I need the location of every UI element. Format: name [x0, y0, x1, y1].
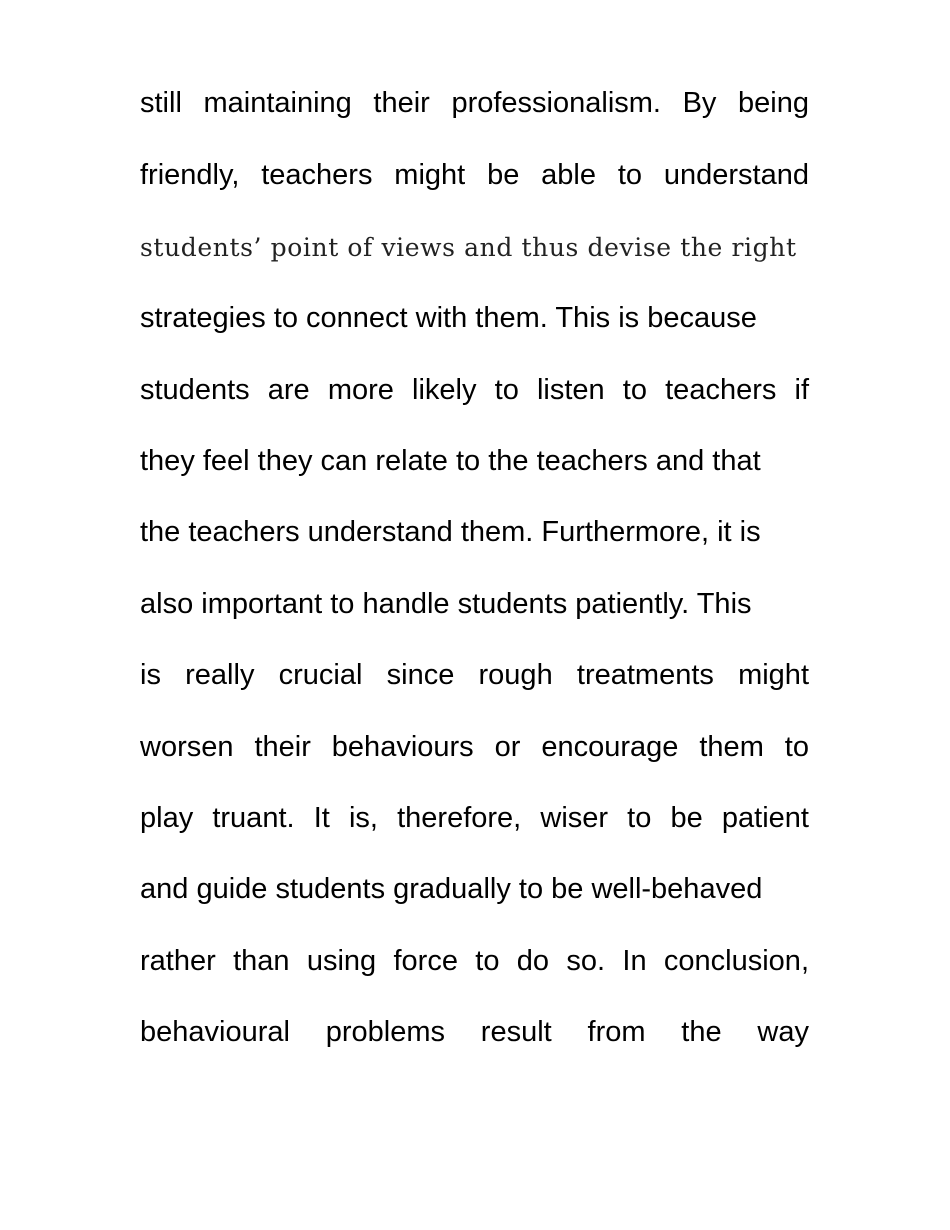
text-line: students’ point of views and thus devise the right — [140, 233, 797, 262]
text-line: still maintaining their professionalism. By being — [140, 87, 809, 119]
text-line: rather than using force to do so. In conclusion, — [140, 945, 809, 977]
text-line: the teachers understand them. Furthermore, it is — [140, 516, 761, 548]
text-line: students are more likely to listen to teachers if — [140, 374, 809, 406]
text-line: and guide students gradually to be well-behaved — [140, 873, 763, 905]
text-line: friendly, teachers might be able to understand — [140, 159, 809, 191]
text-line: play truant. It is, therefore, wiser to be patient — [140, 802, 809, 834]
text-line: worsen their behaviours or encourage them to — [140, 731, 809, 763]
text-line: strategies to connect with them. This is because — [140, 302, 757, 334]
text-line: they feel they can relate to the teachers and that — [140, 445, 761, 477]
text-line: behavioural problems result from the way — [140, 1016, 809, 1048]
text-line: also important to handle students patiently. This — [140, 588, 752, 620]
text-line: is really crucial since rough treatments might — [140, 659, 809, 691]
